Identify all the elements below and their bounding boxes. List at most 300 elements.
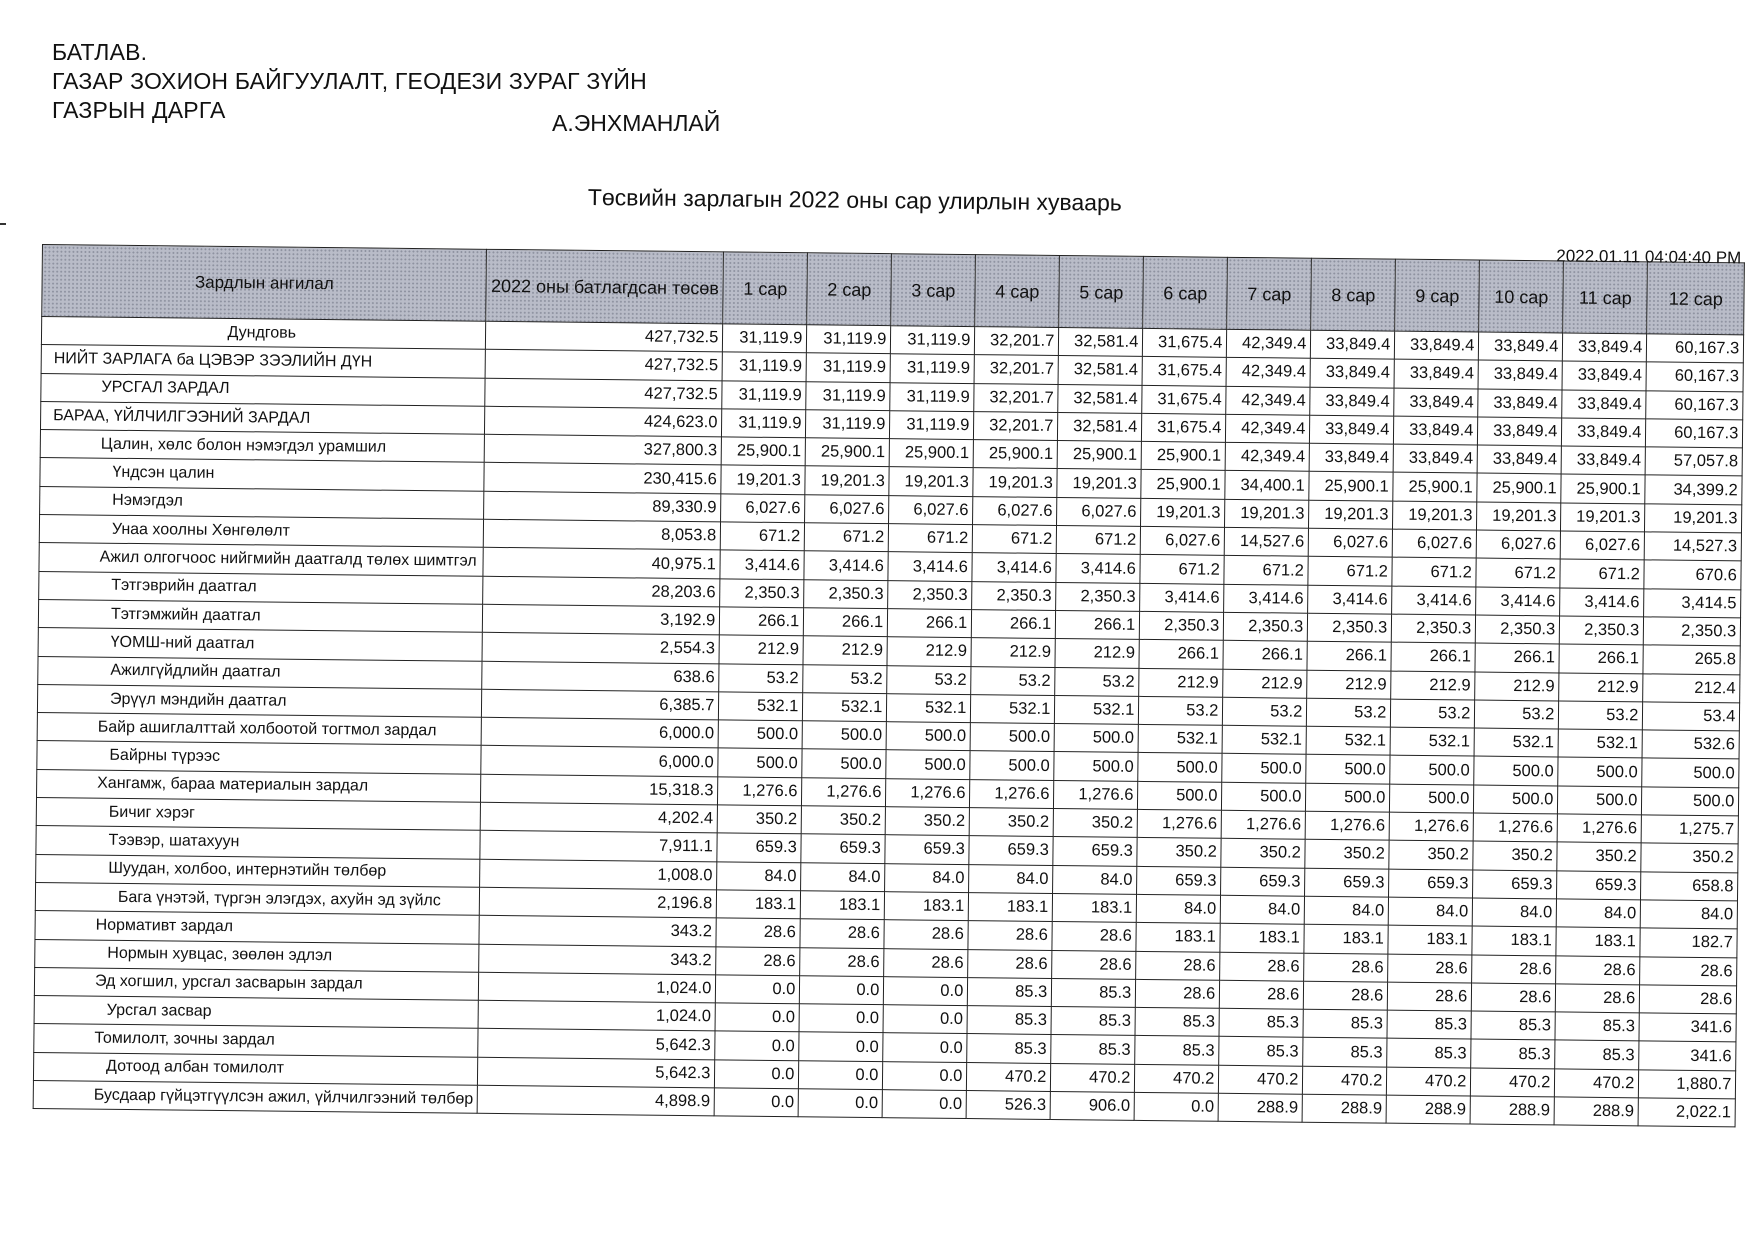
row-label: Нэмэгдэл [40,486,485,519]
cell-month-value: 31,119.9 [723,324,807,353]
row-label: Эд хогшил, урсгал засварын зардал [34,967,479,1000]
cell-month-value: 28.6 [1220,980,1304,1009]
cell-month-value: 6,027.6 [1477,530,1561,559]
cell-month-value: 2,350.3 [1560,616,1644,645]
cell-month-value: 266.1 [1391,642,1475,671]
cell-month-value: 85.3 [1471,1039,1555,1068]
column-header-month: 12 сар [1647,262,1745,335]
cell-month-value: 350.2 [1557,842,1641,871]
cell-month-value: 31,675.4 [1142,413,1226,442]
cell-month-value: 25,900.1 [1561,474,1645,503]
cell-month-value: 341.6 [1639,1041,1736,1070]
cell-month-value: 33,849.4 [1562,361,1646,390]
cell-month-value: 212.9 [719,635,803,664]
cell-approved-budget: 1,024.0 [479,972,716,1003]
cell-month-value: 659.3 [1389,869,1473,898]
cell-month-value: 85.3 [1303,1038,1387,1067]
cell-approved-budget: 2,554.3 [482,633,719,664]
cell-month-value: 31,119.9 [722,380,806,409]
cell-month-value: 266.1 [1307,641,1391,670]
cell-month-value: 33,849.4 [1479,332,1563,361]
row-label: Бичиг хэрэг [36,798,481,831]
cell-month-value: 31,119.9 [890,411,974,440]
cell-month-value: 671.2 [1224,556,1308,585]
cell-month-value: 0.0 [715,1060,799,1089]
cell-month-value: 84.0 [1137,894,1221,923]
print-timestamp: 2022.01.11 04:04:40 PM [1556,246,1742,268]
cell-month-value: 14,527.6 [1225,527,1309,556]
cell-month-value: 212.9 [887,637,971,666]
cell-month-value: 670.6 [1644,560,1741,589]
cell-month-value: 500.0 [1642,787,1739,816]
cell-month-value: 470.2 [1219,1065,1303,1094]
cell-month-value: 2,350.3 [804,579,888,608]
cell-month-value: 0.0 [882,1090,966,1119]
cell-month-value: 6,027.6 [889,495,973,524]
cell-month-value: 0.0 [799,1060,883,1089]
cell-month-value: 532.1 [1222,725,1306,754]
cell-month-value: 28.6 [1472,983,1556,1012]
cell-month-value: 2,350.3 [1224,612,1308,641]
column-header-month: 2 сар [807,253,892,326]
cell-month-value: 85.3 [1555,1012,1639,1041]
column-header-approved-budget: 2022 оны батлагдсан төсөв [486,249,724,324]
cell-month-value: 1,275.7 [1641,815,1738,844]
cell-month-value: 266.1 [1139,640,1223,669]
cell-month-value: 659.3 [801,834,885,863]
cell-month-value: 671.2 [805,523,889,552]
cell-month-value: 25,900.1 [889,439,973,468]
cell-month-value: 183.1 [1053,893,1137,922]
cell-month-value: 659.3 [1221,867,1305,896]
cell-month-value: 288.9 [1302,1094,1386,1123]
row-label: Нормын хувцас, зөөлөн эдлэл [35,939,480,972]
approval-line: ГАЗРЫН ДАРГА [52,97,226,123]
cell-month-value: 53.2 [1391,699,1475,728]
cell-month-value: 183.1 [717,890,801,919]
cell-month-value: 42,349.4 [1225,443,1309,472]
approval-line: ГАЗАР ЗОХИОН БАЙГУУЛАЛТ, ГЕОДЕЗИ ЗУРАГ ЗҮЙН [52,68,647,94]
cell-month-value: 53.2 [803,664,887,693]
cell-month-value: 470.2 [967,1062,1051,1091]
cell-month-value: 32,581.4 [1058,356,1142,385]
cell-month-value: 182.7 [1640,928,1737,957]
cell-month-value: 500.0 [1222,754,1306,783]
cell-month-value: 33,849.4 [1310,415,1394,444]
cell-approved-budget: 6,000.0 [482,717,719,748]
cell-month-value: 1,276.6 [802,778,886,807]
cell-month-value: 25,900.1 [1393,473,1477,502]
cell-month-value: 183.1 [1556,927,1640,956]
cell-month-value: 1,276.6 [1137,809,1221,838]
cell-approved-budget: 343.2 [479,944,716,975]
cell-month-value: 212.4 [1643,673,1740,702]
cell-month-value: 25,900.1 [1057,441,1141,470]
cell-month-value: 33,849.4 [1561,446,1645,475]
cell-month-value: 60,167.3 [1646,390,1743,419]
cell-month-value: 288.9 [1554,1097,1638,1126]
cell-month-value: 28.6 [884,920,968,949]
cell-month-value: 0.0 [884,976,968,1005]
cell-approved-budget: 28,203.6 [483,576,720,607]
cell-month-value: 532.1 [803,693,887,722]
cell-month-value: 6,027.6 [805,495,889,524]
cell-month-value: 28.6 [716,918,800,947]
cell-month-value: 212.9 [971,638,1055,667]
cell-month-value: 33,849.4 [1563,333,1647,362]
cell-month-value: 28.6 [1640,985,1737,1014]
cell-month-value: 500.0 [1558,757,1642,786]
cell-month-value: 500.0 [1390,784,1474,813]
cell-month-value: 6,027.6 [721,494,805,523]
cell-month-value: 1,276.6 [886,778,970,807]
cell-month-value: 470.2 [1051,1063,1135,1092]
cell-month-value: 500.0 [1306,783,1390,812]
cell-month-value: 3,414.6 [1308,585,1392,614]
cell-month-value: 28.6 [1304,953,1388,982]
cell-month-value: 532.1 [1138,725,1222,754]
cell-month-value: 60,167.3 [1646,419,1743,448]
cell-month-value: 671.2 [889,524,973,553]
cell-approved-budget: 2,196.8 [480,887,717,918]
cell-month-value: 85.3 [967,1006,1051,1035]
cell-month-value: 183.1 [1472,926,1556,955]
column-header-category: Зардлын ангилал [42,245,487,322]
cell-month-value: 266.1 [972,610,1056,639]
row-label: Бусдаар гүйцэтгүүлсэн ажил, үйлчилгээний төлбөр [33,1080,478,1113]
cell-month-value: 500.0 [718,748,802,777]
cell-month-value: 212.9 [1307,670,1391,699]
cell-month-value: 31,119.9 [722,352,806,381]
cell-month-value: 6,027.6 [1141,526,1225,555]
cell-month-value: 85.3 [1135,1008,1219,1037]
cell-month-value: 84.0 [1053,865,1137,894]
cell-approved-budget: 1,024.0 [479,1000,716,1031]
cell-month-value: 28.6 [968,949,1052,978]
cell-month-value: 350.2 [1221,839,1305,868]
cell-month-value: 1,276.6 [1221,810,1305,839]
cell-month-value: 6,027.6 [1057,497,1141,526]
cell-approved-budget: 4,202.4 [481,802,718,833]
cell-month-value: 19,201.3 [721,465,805,494]
cell-month-value: 42,349.4 [1226,358,1310,387]
cell-month-value: 28.6 [1640,956,1737,985]
cell-month-value: 212.9 [1223,669,1307,698]
cell-month-value: 1,276.6 [718,777,802,806]
cell-month-value: 85.3 [1052,978,1136,1007]
cell-month-value: 671.2 [721,522,805,551]
cell-month-value: 500.0 [1054,724,1138,753]
cell-month-value: 1,276.6 [1389,812,1473,841]
cell-month-value: 0.0 [883,1005,967,1034]
cell-month-value: 33,849.4 [1478,417,1562,446]
cell-month-value: 350.2 [1389,840,1473,869]
cell-month-value: 28.6 [716,946,800,975]
cell-approved-budget: 427,732.5 [486,321,723,352]
cell-month-value: 266.1 [1056,610,1140,639]
cell-month-value: 34,400.1 [1225,471,1309,500]
row-label: Цалин, хөлс болон нэмэгдэл урамшил [40,430,485,463]
cell-approved-budget: 40,975.1 [483,548,720,579]
cell-month-value: 33,849.4 [1477,445,1561,474]
cell-month-value: 183.1 [1304,924,1388,953]
cell-month-value: 470.2 [1303,1066,1387,1095]
budget-table-wrap [33,244,1746,1128]
cell-month-value: 31,119.9 [890,354,974,383]
cell-approved-budget: 5,642.3 [478,1057,715,1088]
cell-month-value: 84.0 [1557,899,1641,928]
cell-month-value: 85.3 [1135,1036,1219,1065]
cell-month-value: 25,900.1 [805,438,889,467]
cell-approved-budget: 5,642.3 [478,1029,715,1060]
cell-month-value: 266.1 [1559,644,1643,673]
cell-approved-budget: 8,053.8 [484,519,721,550]
cell-month-value: 0.0 [798,1089,882,1118]
cell-month-value: 532.1 [1558,729,1642,758]
cell-month-value: 659.3 [1557,871,1641,900]
cell-month-value: 31,119.9 [722,409,806,438]
cell-month-value: 32,581.4 [1059,328,1143,357]
cell-month-value: 500.0 [1558,786,1642,815]
cell-month-value: 84.0 [969,864,1053,893]
cell-month-value: 266.1 [1223,641,1307,670]
cell-month-value: 32,581.4 [1058,384,1142,413]
cell-month-value: 53.2 [1139,696,1223,725]
cell-month-value: 532.6 [1642,730,1739,759]
cell-approved-budget: 4,898.9 [478,1085,715,1116]
cell-month-value: 2,350.3 [888,580,972,609]
cell-month-value: 19,201.3 [1477,502,1561,531]
cell-month-value: 3,414.6 [1140,583,1224,612]
cell-month-value: 183.1 [1136,923,1220,952]
cell-month-value: 266.1 [888,609,972,638]
cell-month-value: 31,119.9 [806,410,890,439]
cell-month-value: 671.2 [973,525,1057,554]
cell-month-value: 53.2 [719,663,803,692]
row-label: Ажилгүйдлийн даатгал [38,656,483,689]
cell-month-value: 28.6 [884,948,968,977]
cell-month-value: 470.2 [1471,1068,1555,1097]
cell-month-value: 28.6 [1304,981,1388,1010]
cell-month-value: 350.2 [1473,841,1557,870]
cell-month-value: 3,414.5 [1644,589,1741,618]
cell-approved-budget: 638.6 [482,661,719,692]
cell-month-value: 183.1 [969,893,1053,922]
cell-month-value: 85.3 [1051,1007,1135,1036]
cell-month-value: 53.2 [971,666,1055,695]
cell-month-value: 659.3 [1305,868,1389,897]
cell-month-value: 33,849.4 [1309,443,1393,472]
cell-month-value: 212.9 [803,636,887,665]
column-header-month: 9 сар [1395,259,1480,332]
cell-month-value: 33,849.4 [1562,390,1646,419]
cell-month-value: 25,900.1 [1141,470,1225,499]
cell-month-value: 532.1 [1055,695,1139,724]
cell-month-value: 28.6 [1388,954,1472,983]
cell-month-value: 212.9 [1391,671,1475,700]
cell-month-value: 31,675.4 [1142,385,1226,414]
row-label: Байр ашиглалттай холбоотой тогтмол зардал [37,713,482,746]
cell-month-value: 500.0 [970,723,1054,752]
cell-month-value: 500.0 [1474,756,1558,785]
column-header-month: 1 сар [723,252,808,325]
row-label: Байрны түрээс [37,741,482,774]
signer-name: А.ЭНХМАНЛАЙ [552,110,721,136]
cell-month-value: 2,350.3 [1308,613,1392,642]
table-body [33,317,1744,1128]
cell-month-value: 85.3 [1555,1040,1639,1069]
cell-month-value: 19,201.3 [1057,469,1141,498]
cell-month-value: 341.6 [1639,1013,1736,1042]
cell-month-value: 84.0 [717,861,801,890]
cell-month-value: 25,900.1 [1477,474,1561,503]
cell-month-value: 500.0 [802,749,886,778]
cell-month-value: 659.3 [1473,870,1557,899]
cell-month-value: 671.2 [1140,555,1224,584]
cell-month-value: 0.0 [799,1032,883,1061]
cell-month-value: 532.1 [1390,727,1474,756]
cell-month-value: 25,900.1 [721,437,805,466]
cell-month-value: 288.9 [1470,1096,1554,1125]
cell-month-value: 2,350.3 [1392,614,1476,643]
cell-month-value: 500.0 [1390,756,1474,785]
row-label: Бага үнэтэй, түргэн элэгдэх, ахуйн эд зүйлс [35,882,480,915]
cell-month-value: 183.1 [1220,924,1304,953]
cell-month-value: 2,350.3 [720,579,804,608]
cell-month-value: 3,414.6 [720,550,804,579]
cell-month-value: 33,849.4 [1394,416,1478,445]
cell-month-value: 31,119.9 [806,381,890,410]
cell-month-value: 6,027.6 [1561,531,1645,560]
cell-month-value: 500.0 [970,751,1054,780]
cell-month-value: 0.0 [883,1061,967,1090]
cell-month-value: 42,349.4 [1226,414,1310,443]
cell-month-value: 671.2 [1476,558,1560,587]
cell-month-value: 671.2 [1392,558,1476,587]
cell-month-value: 212.9 [1559,673,1643,702]
cell-approved-budget: 3,192.9 [483,604,720,635]
cell-month-value: 671.2 [1560,559,1644,588]
cell-month-value: 33,849.4 [1310,359,1394,388]
cell-month-value: 1,276.6 [1473,813,1557,842]
cell-month-value: 0.0 [1134,1092,1218,1121]
cell-month-value: 57,057.8 [1645,447,1742,476]
cell-month-value: 532.1 [887,694,971,723]
cell-month-value: 6,027.6 [1393,529,1477,558]
cell-approved-budget: 15,318.3 [481,774,718,805]
cell-month-value: 85.3 [1303,1009,1387,1038]
cell-approved-budget: 424,623.0 [485,406,722,437]
cell-month-value: 33,849.4 [1562,418,1646,447]
cell-month-value: 3,414.6 [972,553,1056,582]
cell-month-value: 33,849.4 [1310,387,1394,416]
cell-month-value: 2,350.3 [1644,617,1741,646]
row-label: Ажил олгогчоос нийгмийн даатгалд төлөх шимтгэл [39,543,484,576]
cell-month-value: 53.4 [1643,702,1740,731]
cell-month-value: 19,201.3 [973,468,1057,497]
cell-month-value: 2,350.3 [1476,615,1560,644]
cell-approved-budget: 427,732.5 [486,350,723,381]
cell-approved-budget: 6,000.0 [481,746,718,777]
cell-month-value: 28.6 [1052,950,1136,979]
row-label: Дотоод албан томилолт [33,1052,478,1085]
cell-approved-budget: 6,385.7 [482,689,719,720]
row-label: Хангамж, бараа материалын зардал [37,769,482,802]
cell-month-value: 31,675.4 [1142,357,1226,386]
column-header-month: 3 сар [891,254,976,327]
cell-month-value: 2,022.1 [1638,1098,1735,1127]
cell-month-value: 183.1 [801,891,885,920]
column-header-month: 4 сар [975,255,1060,328]
cell-month-value: 288.9 [1386,1095,1470,1124]
cell-month-value: 28.6 [1556,955,1640,984]
cell-month-value: 183.1 [1388,925,1472,954]
cell-month-value: 31,119.9 [891,326,975,355]
cell-approved-budget: 343.2 [479,916,716,947]
cell-month-value: 212.9 [1475,672,1559,701]
cell-month-value: 28.6 [1052,922,1136,951]
row-label: Үндсэн цалин [40,458,485,491]
cell-approved-budget: 1,008.0 [480,859,717,890]
row-label: Тэтгэмжийн даатгал [38,599,483,632]
cell-month-value: 350.2 [801,806,885,835]
cell-month-value: 1,276.6 [1054,780,1138,809]
cell-month-value: 659.3 [969,836,1053,865]
cell-month-value: 53.2 [1055,667,1139,696]
scan-edge-mark [0,223,6,225]
cell-month-value: 32,201.7 [974,383,1058,412]
cell-month-value: 31,119.9 [890,382,974,411]
cell-month-value: 1,880.7 [1639,1070,1736,1099]
cell-month-value: 2,350.3 [1056,582,1140,611]
cell-month-value: 19,201.3 [1561,503,1645,532]
row-label: БАРАА, ҮЙЛЧИЛГЭЭНИЙ ЗАРДАЛ [40,401,485,434]
cell-month-value: 31,119.9 [806,353,890,382]
cell-month-value: 532.1 [719,692,803,721]
cell-month-value: 350.2 [969,808,1053,837]
cell-month-value: 60,167.3 [1646,362,1743,391]
cell-month-value: 28.6 [1220,952,1304,981]
cell-month-value: 33,849.4 [1393,444,1477,473]
cell-month-value: 34,399.2 [1645,475,1742,504]
cell-month-value: 658.8 [1641,871,1738,900]
cell-month-value: 3,414.6 [1476,587,1560,616]
cell-month-value: 33,849.4 [1394,359,1478,388]
cell-month-value: 3,414.6 [1560,588,1644,617]
cell-month-value: 671.2 [1057,526,1141,555]
row-label: Тээвэр, шатахуун [36,826,481,859]
cell-month-value: 212.9 [1055,639,1139,668]
cell-month-value: 0.0 [883,1033,967,1062]
cell-month-value: 19,201.3 [1309,500,1393,529]
cell-month-value: 31,675.4 [1143,328,1227,357]
cell-month-value: 3,414.6 [888,552,972,581]
cell-month-value: 659.3 [885,835,969,864]
cell-month-value: 19,201.3 [1225,499,1309,528]
cell-month-value: 28.6 [1136,979,1220,1008]
cell-month-value: 659.3 [717,833,801,862]
cell-month-value: 0.0 [800,976,884,1005]
cell-month-value: 500.0 [1138,753,1222,782]
row-label: Дундговь [41,317,486,350]
row-label: Эрүүл мэндийн даатгал [37,684,482,717]
cell-month-value: 53.2 [1559,701,1643,730]
cell-month-value: 84.0 [1473,898,1557,927]
cell-month-value: 31,119.9 [807,325,891,354]
cell-month-value: 1,276.6 [970,779,1054,808]
cell-month-value: 85.3 [1387,1010,1471,1039]
cell-month-value: 84.0 [1305,896,1389,925]
